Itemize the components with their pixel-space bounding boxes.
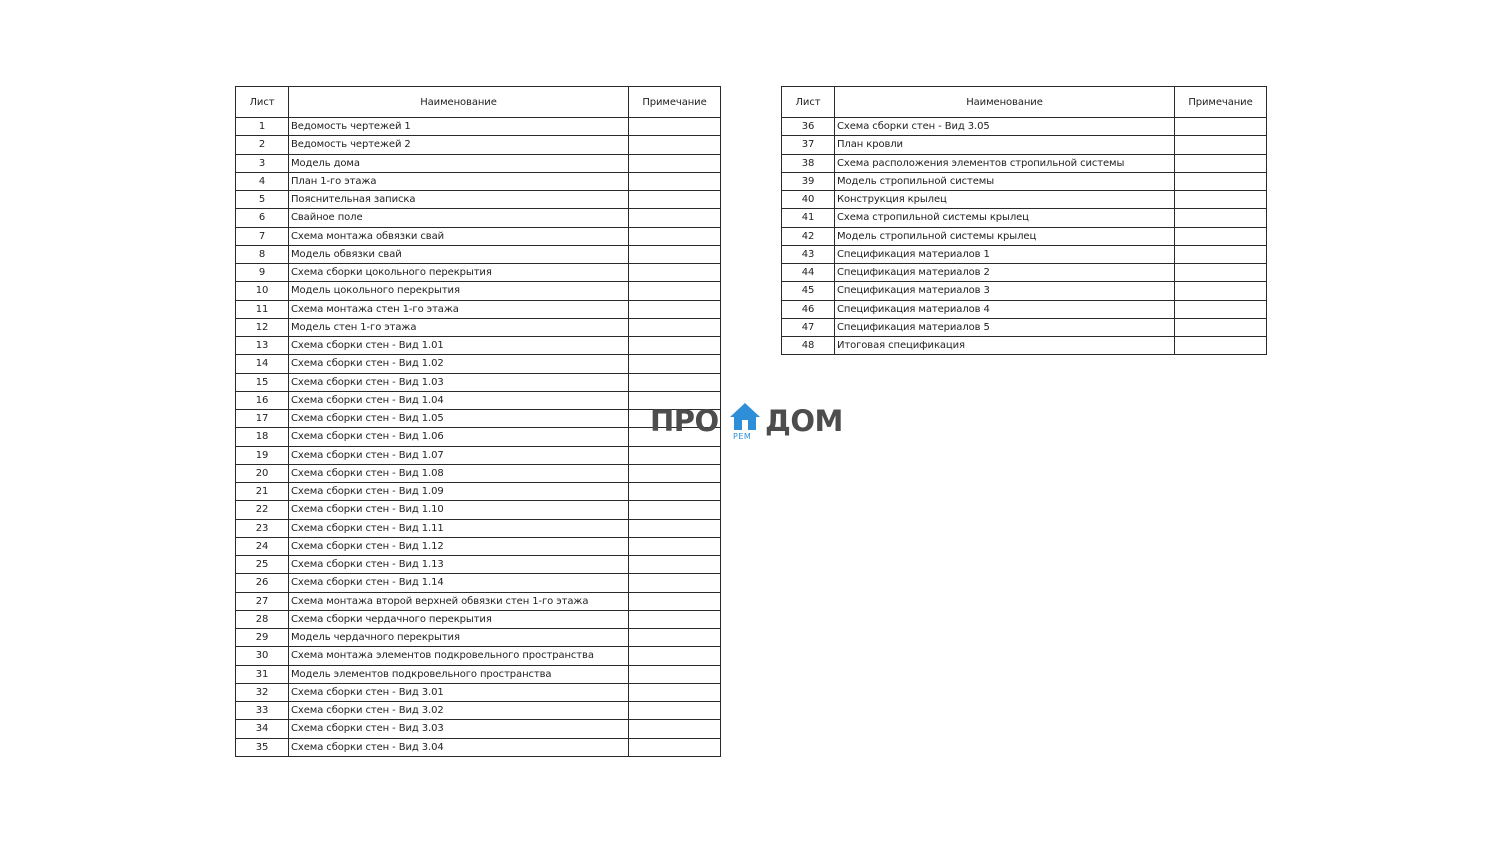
- sheet-name-cell: Схема сборки стен - Вид 3.01: [289, 683, 629, 701]
- table-body-right: [782, 118, 1267, 355]
- header-sheet: Лист: [782, 87, 835, 118]
- logo-text-right: ДОМ: [765, 404, 843, 438]
- sheet-note-cell: [1175, 227, 1267, 245]
- sheet-note-cell: [629, 464, 721, 482]
- sheet-number-cell: 11: [236, 300, 289, 318]
- sheet-number-cell: 37: [782, 136, 835, 154]
- sheet-number-cell: 25: [236, 556, 289, 574]
- table-row: [782, 136, 1267, 154]
- sheet-note-cell: [629, 501, 721, 519]
- sheet-number-cell: 42: [782, 227, 835, 245]
- sheet-number-cell: 28: [236, 610, 289, 628]
- sheet-number-cell: 24: [236, 537, 289, 555]
- sheet-name-cell: Схема сборки стен - Вид 1.12: [289, 537, 629, 555]
- sheet-name-cell: Спецификация материалов 3: [835, 282, 1175, 300]
- sheet-name-cell: Схема сборки стен - Вид 1.04: [289, 391, 629, 409]
- sheet-name-cell: Спецификация материалов 4: [835, 300, 1175, 318]
- sheet-number-cell: 2: [236, 136, 289, 154]
- sheet-note-cell: [629, 191, 721, 209]
- sheet-number-cell: 35: [236, 738, 289, 756]
- sheet-name-cell: Конструкция крылец: [835, 191, 1175, 209]
- sheet-name-cell: Схема расположения элементов стропильной системы: [835, 154, 1175, 172]
- table-row: [236, 483, 721, 501]
- table-row: [236, 519, 721, 537]
- table-row: [236, 264, 721, 282]
- sheet-name-cell: Модель обвязки свай: [289, 245, 629, 263]
- sheet-name-cell: Модель дома: [289, 154, 629, 172]
- header-name: Наименование: [289, 87, 629, 118]
- table-row: [236, 665, 721, 683]
- sheet-number-cell: 13: [236, 337, 289, 355]
- sheet-number-cell: 47: [782, 318, 835, 336]
- table-row: [236, 154, 721, 172]
- sheet-note-cell: [629, 172, 721, 190]
- sheet-number-cell: 20: [236, 464, 289, 482]
- sheet-number-cell: 1: [236, 118, 289, 136]
- sheet-note-cell: [1175, 118, 1267, 136]
- table-row: [236, 720, 721, 738]
- table-row: [236, 355, 721, 373]
- sheet-name-cell: Итоговая спецификация: [835, 337, 1175, 355]
- sheet-name-cell: Модель элементов подкровельного пространства: [289, 665, 629, 683]
- sheet-note-cell: [629, 118, 721, 136]
- sheet-note-cell: [1175, 209, 1267, 227]
- table-row: [782, 337, 1267, 355]
- table-row: [236, 191, 721, 209]
- table-row: [236, 410, 721, 428]
- table-row: [236, 610, 721, 628]
- table-row: [782, 209, 1267, 227]
- sheet-note-cell: [629, 610, 721, 628]
- sheet-note-cell: [629, 300, 721, 318]
- sheet-number-cell: 4: [236, 172, 289, 190]
- sheet-number-cell: 14: [236, 355, 289, 373]
- sheet-name-cell: Схема сборки стен - Вид 1.07: [289, 446, 629, 464]
- sheet-name-cell: Ведомость чертежей 2: [289, 136, 629, 154]
- sheet-number-cell: 43: [782, 245, 835, 263]
- sheet-note-cell: [629, 483, 721, 501]
- sheet-name-cell: Схема сборки цокольного перекрытия: [289, 264, 629, 282]
- sheet-number-cell: 19: [236, 446, 289, 464]
- sheet-number-cell: 41: [782, 209, 835, 227]
- sheet-note-cell: [629, 574, 721, 592]
- sheet-number-cell: 40: [782, 191, 835, 209]
- sheet-number-cell: 21: [236, 483, 289, 501]
- table-header-row: [782, 87, 1267, 118]
- sheet-name-cell: Модель стен 1-го этажа: [289, 318, 629, 336]
- sheet-number-cell: 6: [236, 209, 289, 227]
- sheet-note-cell: [1175, 264, 1267, 282]
- sheet-number-cell: 45: [782, 282, 835, 300]
- sheet-number-cell: 33: [236, 702, 289, 720]
- header-sheet: Лист: [236, 87, 289, 118]
- logo-text-left: ПРО: [650, 404, 719, 438]
- sheet-note-cell: [629, 136, 721, 154]
- sheet-name-cell: Схема сборки стен - Вид 1.10: [289, 501, 629, 519]
- sheet-name-cell: Схема сборки стен - Вид 1.08: [289, 464, 629, 482]
- sheet-name-cell: Схема сборки стен - Вид 3.02: [289, 702, 629, 720]
- sheet-name-cell: Модель стропильной системы: [835, 172, 1175, 190]
- sheet-note-cell: [629, 738, 721, 756]
- table-row: [236, 136, 721, 154]
- sheet-name-cell: Схема сборки стен - Вид 1.01: [289, 337, 629, 355]
- sheet-name-cell: Схема сборки чердачного перекрытия: [289, 610, 629, 628]
- sheet-name-cell: Схема сборки стен - Вид 1.09: [289, 483, 629, 501]
- sheet-number-cell: 39: [782, 172, 835, 190]
- table-row: [236, 537, 721, 555]
- header-name: Наименование: [835, 87, 1175, 118]
- sheet-note-cell: [629, 264, 721, 282]
- sheet-number-cell: 16: [236, 391, 289, 409]
- sheet-name-cell: Схема сборки стен - Вид 1.11: [289, 519, 629, 537]
- house-icon: [729, 402, 761, 432]
- sheet-name-cell: Ведомость чертежей 1: [289, 118, 629, 136]
- sheet-note-cell: [1175, 337, 1267, 355]
- sheet-note-cell: [629, 282, 721, 300]
- sheet-number-cell: 12: [236, 318, 289, 336]
- sheet-name-cell: Схема сборки стен - Вид 3.03: [289, 720, 629, 738]
- sheet-name-cell: Модель стропильной системы крылец: [835, 227, 1175, 245]
- sheet-name-cell: Модель чердачного перекрытия: [289, 629, 629, 647]
- sheet-name-cell: Схема сборки стен - Вид 3.04: [289, 738, 629, 756]
- drawing-list-table-right: [781, 86, 1267, 355]
- table-row: [236, 702, 721, 720]
- sheet-note-cell: [629, 446, 721, 464]
- sheet-note-cell: [629, 355, 721, 373]
- sheet-name-cell: Пояснительная записка: [289, 191, 629, 209]
- sheet-name-cell: Модель цокольного перекрытия: [289, 282, 629, 300]
- table-row: [782, 154, 1267, 172]
- sheet-name-cell: Схема монтажа элементов подкровельного пространства: [289, 647, 629, 665]
- table-row: [236, 556, 721, 574]
- sheet-name-cell: Спецификация материалов 1: [835, 245, 1175, 263]
- header-note: Примечание: [1175, 87, 1267, 118]
- sheet-note-cell: [629, 154, 721, 172]
- sheet-name-cell: Схема монтажа второй верхней обвязки стен 1-го этажа: [289, 592, 629, 610]
- sheet-name-cell: Схема сборки стен - Вид 1.03: [289, 373, 629, 391]
- table-row: [782, 245, 1267, 263]
- table-body-left: [236, 118, 721, 757]
- sheet-number-cell: 17: [236, 410, 289, 428]
- table-row: [782, 172, 1267, 190]
- table-row: [236, 282, 721, 300]
- sheet-name-cell: Схема сборки стен - Вид 1.13: [289, 556, 629, 574]
- sheet-number-cell: 31: [236, 665, 289, 683]
- sheet-note-cell: [629, 537, 721, 555]
- sheet-name-cell: Схема монтажа стен 1-го этажа: [289, 300, 629, 318]
- table-row: [236, 446, 721, 464]
- sheet-note-cell: [1175, 191, 1267, 209]
- sheet-name-cell: Схема сборки стен - Вид 1.05: [289, 410, 629, 428]
- sheet-note-cell: [1175, 136, 1267, 154]
- sheet-number-cell: 26: [236, 574, 289, 592]
- sheet-number-cell: 23: [236, 519, 289, 537]
- table-row: [782, 300, 1267, 318]
- sheet-number-cell: 5: [236, 191, 289, 209]
- sheet-number-cell: 8: [236, 245, 289, 263]
- table-row: [782, 318, 1267, 336]
- sheet-name-cell: Свайное поле: [289, 209, 629, 227]
- sheet-number-cell: 27: [236, 592, 289, 610]
- sheet-number-cell: 34: [236, 720, 289, 738]
- table-row: [236, 318, 721, 336]
- watermark-logo: [650, 402, 850, 446]
- sheet-note-cell: [1175, 300, 1267, 318]
- table-row: [782, 227, 1267, 245]
- sheet-number-cell: 44: [782, 264, 835, 282]
- sheet-note-cell: [629, 720, 721, 738]
- table-row: [236, 172, 721, 190]
- sheet-name-cell: Схема сборки стен - Вид 1.14: [289, 574, 629, 592]
- sheet-name-cell: Схема сборки стен - Вид 1.06: [289, 428, 629, 446]
- table-row: [236, 629, 721, 647]
- table-row: [236, 337, 721, 355]
- sheet-note-cell: [629, 592, 721, 610]
- sheet-number-cell: 9: [236, 264, 289, 282]
- table-row: [236, 428, 721, 446]
- sheet-name-cell: Спецификация материалов 5: [835, 318, 1175, 336]
- sheet-number-cell: 22: [236, 501, 289, 519]
- table-row: [236, 245, 721, 263]
- table-row: [236, 118, 721, 136]
- sheet-note-cell: [629, 629, 721, 647]
- sheet-note-cell: [629, 702, 721, 720]
- table-row: [236, 209, 721, 227]
- drawing-list-table-left: [235, 86, 721, 757]
- sheet-note-cell: [1175, 154, 1267, 172]
- sheet-name-cell: Схема стропильной системы крылец: [835, 209, 1175, 227]
- table-row: [236, 391, 721, 409]
- table-row: [236, 574, 721, 592]
- sheet-number-cell: 38: [782, 154, 835, 172]
- sheet-number-cell: 15: [236, 373, 289, 391]
- sheet-note-cell: [629, 227, 721, 245]
- sheet-number-cell: 32: [236, 683, 289, 701]
- table-row: [236, 592, 721, 610]
- table-row: [236, 501, 721, 519]
- sheet-name-cell: Схема сборки стен - Вид 1.02: [289, 355, 629, 373]
- sheet-number-cell: 46: [782, 300, 835, 318]
- sheet-note-cell: [629, 373, 721, 391]
- sheet-note-cell: [629, 245, 721, 263]
- table-row: [236, 683, 721, 701]
- sheet-name-cell: План кровли: [835, 136, 1175, 154]
- sheet-name-cell: Схема монтажа обвязки свай: [289, 227, 629, 245]
- sheet-note-cell: [629, 318, 721, 336]
- table-row: [236, 647, 721, 665]
- sheet-name-cell: Схема сборки стен - Вид 3.05: [835, 118, 1175, 136]
- header-note: Примечание: [629, 87, 721, 118]
- sheet-note-cell: [1175, 172, 1267, 190]
- table-row: [236, 300, 721, 318]
- sheet-number-cell: 30: [236, 647, 289, 665]
- sheet-note-cell: [629, 337, 721, 355]
- table-row: [236, 738, 721, 756]
- sheet-note-cell: [1175, 245, 1267, 263]
- table-row: [782, 191, 1267, 209]
- sheet-name-cell: План 1-го этажа: [289, 172, 629, 190]
- sheet-number-cell: 18: [236, 428, 289, 446]
- sheet-note-cell: [629, 556, 721, 574]
- sheet-note-cell: [629, 209, 721, 227]
- table-row: [236, 373, 721, 391]
- table-row: [236, 227, 721, 245]
- table-header-row: [236, 87, 721, 118]
- sheet-number-cell: 7: [236, 227, 289, 245]
- sheet-note-cell: [629, 683, 721, 701]
- sheet-number-cell: 29: [236, 629, 289, 647]
- logo-small-text: РЕМ: [733, 432, 752, 441]
- sheet-number-cell: 10: [236, 282, 289, 300]
- table-row: [782, 264, 1267, 282]
- sheet-number-cell: 36: [782, 118, 835, 136]
- sheet-note-cell: [1175, 282, 1267, 300]
- table-row: [782, 282, 1267, 300]
- sheet-note-cell: [629, 665, 721, 683]
- sheet-number-cell: 3: [236, 154, 289, 172]
- sheet-number-cell: 48: [782, 337, 835, 355]
- sheet-name-cell: Спецификация материалов 2: [835, 264, 1175, 282]
- table-row: [782, 118, 1267, 136]
- sheet-note-cell: [629, 647, 721, 665]
- table-row: [236, 464, 721, 482]
- sheet-note-cell: [1175, 318, 1267, 336]
- sheet-note-cell: [629, 519, 721, 537]
